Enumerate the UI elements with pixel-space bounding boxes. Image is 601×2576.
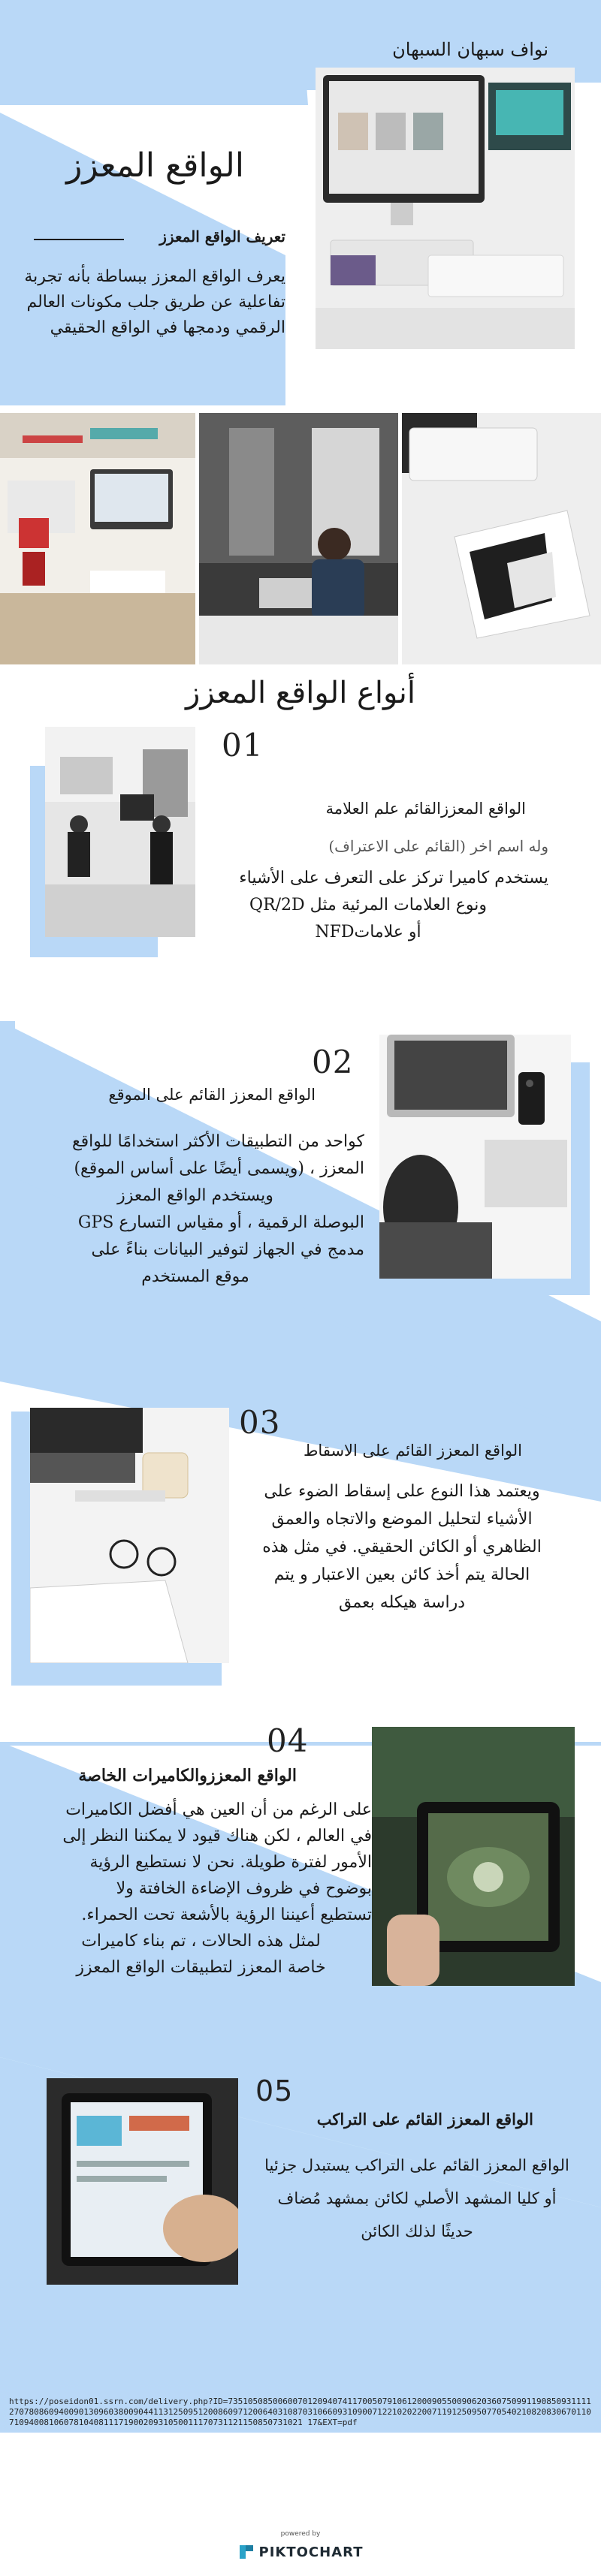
body-line: الظاهري أو الكائن الحقيقي. في مثل هذه bbox=[262, 1538, 542, 1556]
body-line: يستخدم كاميرا تركز على التعرف على الأشياء bbox=[239, 869, 548, 887]
body-line: الأشياء لتحليل الموضع والاتجاه والعمق bbox=[271, 1510, 533, 1529]
body-line: الأمور لفترة طويلة. نحن لا نستطيع الرؤية bbox=[89, 1853, 372, 1872]
section-title: الواقع المعزز القائم على التراكب bbox=[316, 2110, 533, 2129]
body-line: خاصة المعزز لتطبيقات الواقع المعزز bbox=[76, 1958, 326, 1977]
divider-line bbox=[34, 239, 124, 240]
piktochart-logo[interactable] bbox=[233, 2541, 368, 2563]
definition-heading: تعريف الواقع المعزز bbox=[159, 227, 285, 246]
photo-notebook-glasses bbox=[30, 1408, 229, 1663]
body-line: حديثًا لذلك الكائن bbox=[361, 2222, 473, 2240]
body-line: كواحد من التطبيقات الأكثر استخدامًا للواقع bbox=[71, 1132, 364, 1151]
section-body bbox=[30, 1797, 372, 1981]
body-line: ويستخدم الواقع المعزز bbox=[117, 1186, 273, 1205]
section-body bbox=[188, 865, 548, 946]
photo-woman-laptop bbox=[199, 413, 398, 664]
body-line: ونوع العلامات المرئية مثل QR/2D bbox=[249, 896, 487, 914]
body-line: مدمج في الجهاز لتوفير البيانات بناءً على bbox=[91, 1240, 364, 1259]
types-title: أنواع الواقع المعزز bbox=[186, 676, 415, 710]
body-line: بوضوح في ظروف الإضاءة الخافتة ولا bbox=[116, 1879, 372, 1898]
photo-tablet-ar bbox=[372, 1727, 575, 1986]
photo-robot-desk bbox=[0, 413, 195, 664]
hero-title: الواقع المعزز bbox=[66, 146, 244, 185]
body-line: أو علاماتNFD bbox=[315, 923, 421, 942]
body-line: أو كليا المشهد الأصلي لكائن بمشهد مُضاف bbox=[277, 2189, 557, 2207]
definition-body: يعرف الواقع المعزز ببساطة بأنه تجربة تفاعلية عن طريق جلب مكونات العالم الرقمي ودمجها في الواقع الحقيقي bbox=[24, 267, 285, 337]
section-number: 04 bbox=[267, 1722, 309, 1759]
body-line: موقع المستخدم bbox=[141, 1267, 249, 1286]
photo-marble-notebook bbox=[402, 413, 601, 664]
body-line: دراسة هيكله بعمق bbox=[338, 1593, 466, 1612]
powered-by-label: powered by bbox=[280, 2530, 321, 2538]
section-title: الواقع المعززالقائم علم العلامة bbox=[325, 800, 526, 818]
photo-tablet-hand bbox=[47, 2078, 238, 2285]
photo-laptop-phone bbox=[379, 1035, 571, 1279]
section-number: 03 bbox=[239, 1404, 281, 1441]
body-line: ويعتمد هذا النوع على إسقاط الضوء على bbox=[264, 1482, 540, 1501]
section-number: 05 bbox=[255, 2074, 294, 2107]
section-body bbox=[244, 1478, 560, 1616]
author-name: نواف سبهان السبهان bbox=[392, 39, 548, 60]
piktochart-wordmark: PIKTOCHART bbox=[258, 2544, 364, 2560]
piktochart-icon bbox=[238, 2544, 255, 2560]
section-subtitle: وله اسم اخر (القائم على الاعتراف) bbox=[328, 837, 548, 855]
section-title: الواقع المعزز القائم على الاسقاط bbox=[304, 1442, 522, 1460]
hero-photo bbox=[316, 68, 575, 349]
source-link[interactable]: https://poseidon01.ssrn.com/delivery.php?ID=735105085006007012094074117005079106120009055009062036075099119085093111127078086094009013096038009044113125095120086097120064031087031066093109007122102022007119125095077054021082083067011071094008106078104081117190020931050011170731121150850731021 17&EXT=pdf bbox=[9, 2397, 591, 2427]
photo-office-people bbox=[45, 727, 195, 937]
section-title: الواقع المعزز القائم على الموقع bbox=[108, 1086, 316, 1104]
section-body bbox=[26, 1128, 364, 1291]
body-line: الحالة يتم أخذ كائن بعين الاعتبار و يتم bbox=[273, 1565, 530, 1584]
section-body bbox=[255, 2149, 578, 2248]
section-number: 02 bbox=[312, 1044, 354, 1080]
body-line: البوصلة الرقمية ، أو مقياس التسارع GPS bbox=[77, 1213, 364, 1232]
section-title: الواقع المعززوالكاميرات الخاصة bbox=[78, 1766, 297, 1785]
desk-monitor-image bbox=[316, 68, 575, 349]
section-number: 01 bbox=[222, 727, 264, 764]
body-line: الواقع المعزز القائم على التراكب يستبدل جزئيا bbox=[264, 2156, 569, 2174]
body-line: على الرغم من أن العين هي أفضل الكاميرات bbox=[65, 1800, 372, 1819]
body-line: لمثل هذه الحالات ، تم بناء كاميرات bbox=[81, 1932, 321, 1951]
body-line: في العالم ، لكن هناك قيود لا يمكننا النظر إلى bbox=[62, 1827, 372, 1845]
body-line: المعزز ، (ويسمى أيضًا على أساس الموقع) bbox=[74, 1159, 364, 1178]
body-line: تستطيع أعيننا الرؤية بالأشعة تحت الحمراء. bbox=[81, 1906, 372, 1924]
